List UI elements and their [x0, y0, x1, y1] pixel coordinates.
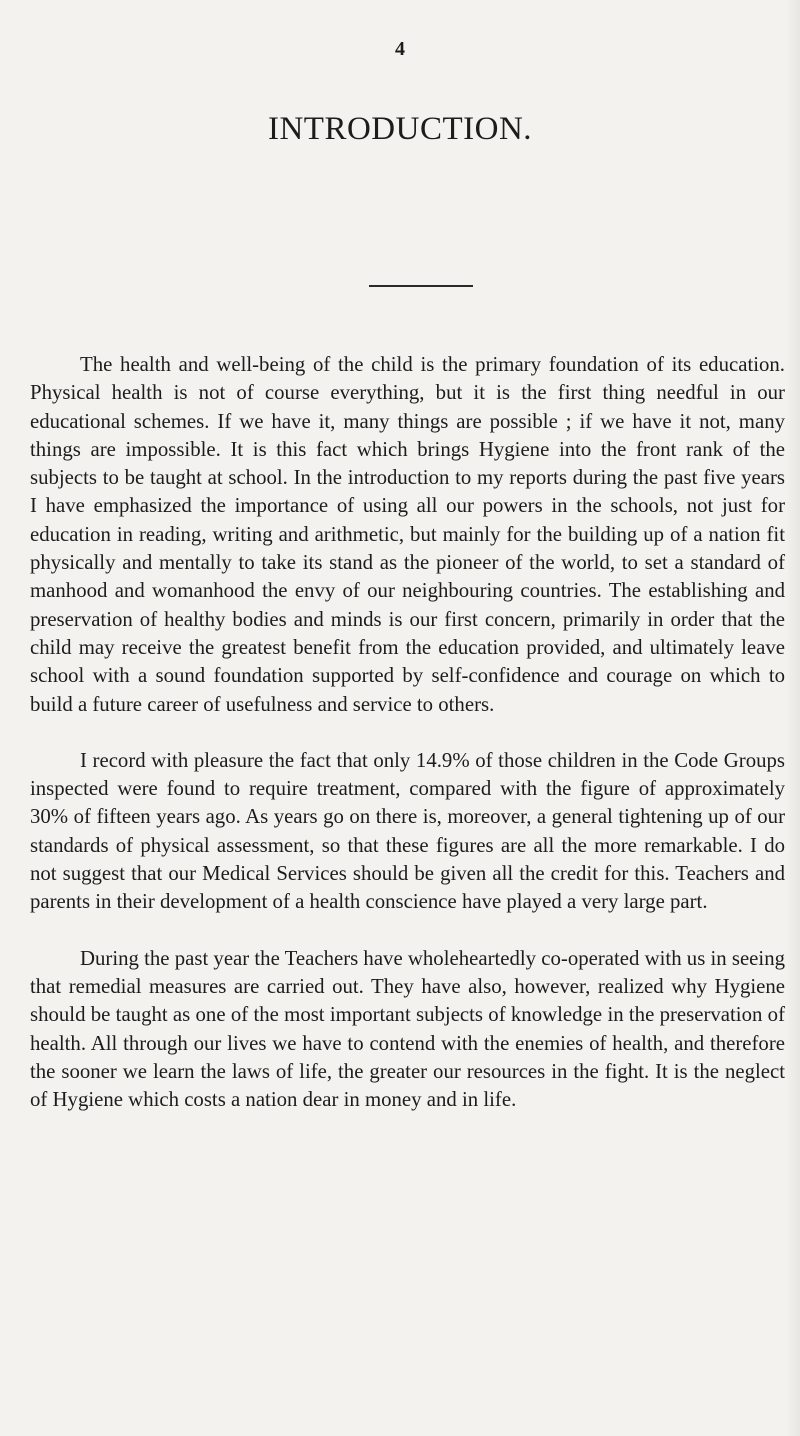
- paragraph-2: I record with pleasure the fact that only 14.9% of those children in the Code Groups inspected were found to require treatment, compared with the figure of approximately 30% of fifteen years ago. As years go on there is, moreover, a general tightening up of our standards of physical assessment, so that these figures are all the more remarkable. I do not suggest that our Medical Services should be given all the credit for this. Teachers and parents in their development of a health conscience have played a very large part.: [30, 748, 785, 914]
- page-edge-shadow: [786, 0, 800, 1436]
- paragraph-1: The health and well-being of the child is the primary foundation of its education. Physical health is not of course everything, but it is the first thing needful in our educational schemes. If we have it, many things are possible ; if we have it not, many things are impossible. It is this fact which brings Hygiene into the front rank of the subjects to be taught at school. In the introduction to my reports during the past five years I have emphasized the importance of using all our powers in the schools, not just for education in reading, writing and arithmetic, but mainly for the building up of a nation fit physically and mentally to take its stand as the pioneer of the world, to set a standard of manhood and womanhood the envy of our neighbouring countries. The establishing and preservation of healthy bodies and minds is our first concern, primarily in order that the child may receive the greatest benefit from the education provided, and ultimately leave school with a sound foundation supported by self-confidence and courage on which to build a future career of usefulness and service to others.: [30, 353, 785, 716]
- paragraph-3: During the past year the Teachers have wholeheartedly co-operated with us in seeing that remedial measures are carried out. They have also, however, realized why Hygiene should be taught as one of the most important subjects of knowledge in the preservation of health. All through our lives we have to contend with the enemies of health, and therefore the sooner we learn the laws of life, the greater our resources in the fight. It is the neglect of Hygiene which costs a nation dear in money and in life.: [30, 946, 785, 1112]
- page-title: INTRODUCTION.: [267, 111, 533, 147]
- title-divider: [369, 285, 473, 287]
- page-number: 4: [395, 38, 405, 60]
- body-text: [30, 351, 785, 1114]
